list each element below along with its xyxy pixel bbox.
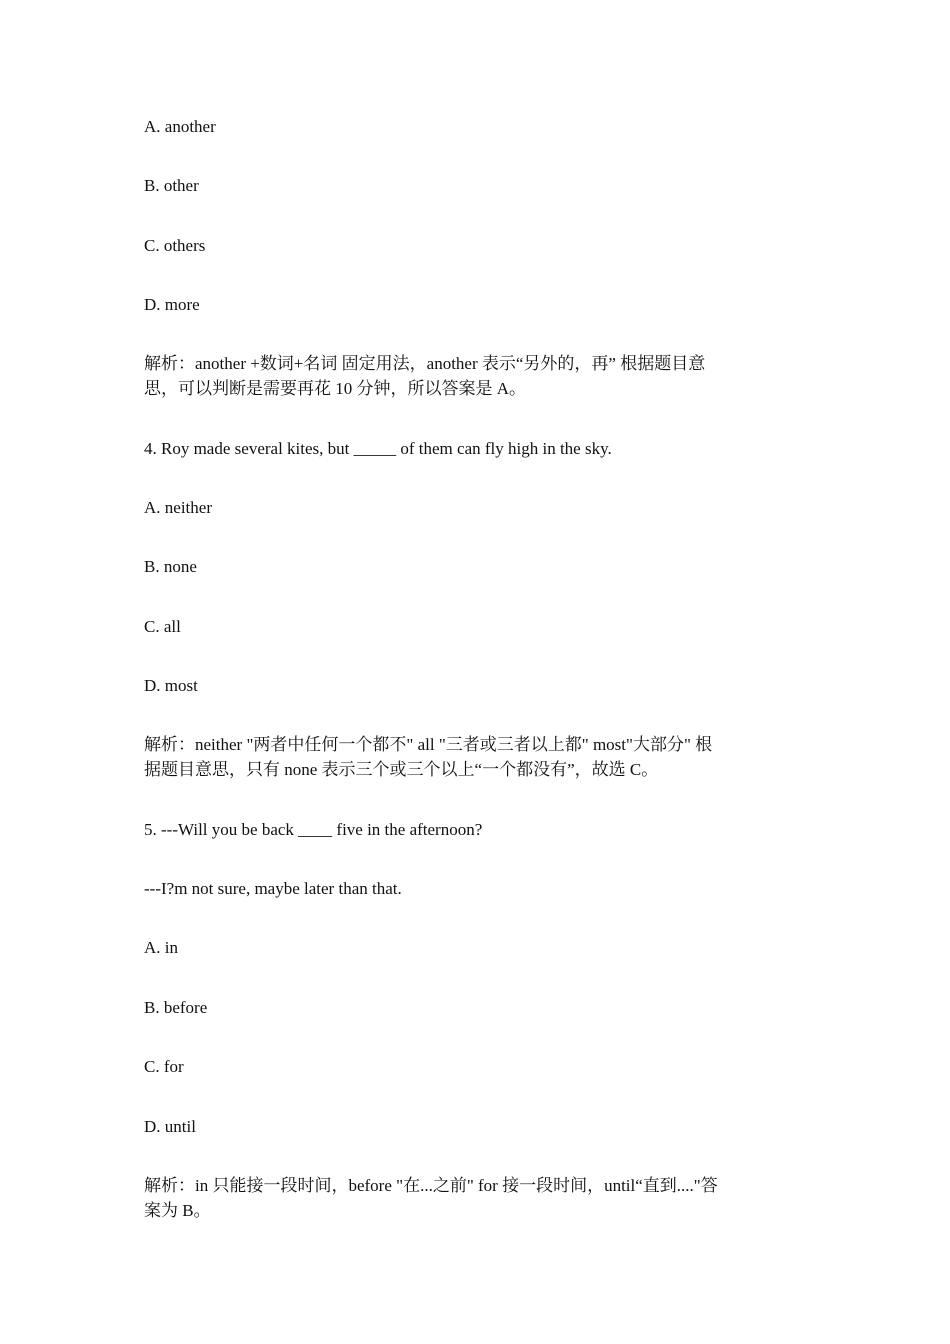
q4-option-b: B. none [144,557,197,576]
q5-explanation-line-1: 解析：in 只能接一段时间，before "在...之前" for 接一段时间，until“直到...."答 [144,1176,718,1195]
q4-explanation-line-1: 解析：neither "两者中任何一个都不" all "三者或三者以上都" most"大部分" 根 [144,735,713,754]
q4-explanation-line-2: 据题目意思，只有 none 表示三个或三个以上“一个都没有”，故选 C。 [144,760,659,779]
q5-option-d: D. until [144,1117,196,1136]
q4-option-a: A. neither [144,498,212,517]
q3-option-c: C. others [144,236,206,255]
q5-reply: ---I?m not sure, maybe later than that. [144,879,402,898]
q4-option-c: C. all [144,617,181,636]
q3-explanation-line-2: 思，可以判断是需要再花 10 分钟，所以答案是 A。 [144,379,527,398]
q5-option-a: A. in [144,938,178,957]
q4-option-d: D. most [144,676,198,695]
q3-explanation-line-1: 解析：another +数词+名词 固定用法，another 表示“另外的，再” 根据题目意 [144,354,706,373]
q5-option-c: C. for [144,1057,184,1076]
q4-question: 4. Roy made several kites, but _____ of them can fly high in the sky. [144,439,612,458]
q3-option-b: B. other [144,176,199,195]
q5-option-b: B. before [144,998,208,1017]
q5-explanation-line-2: 案为 B。 [144,1201,211,1220]
q3-option-a: A. another [144,117,216,136]
q3-option-d: D. more [144,295,200,314]
q5-question: 5. ---Will you be back ____ five in the afternoon? [144,820,483,839]
